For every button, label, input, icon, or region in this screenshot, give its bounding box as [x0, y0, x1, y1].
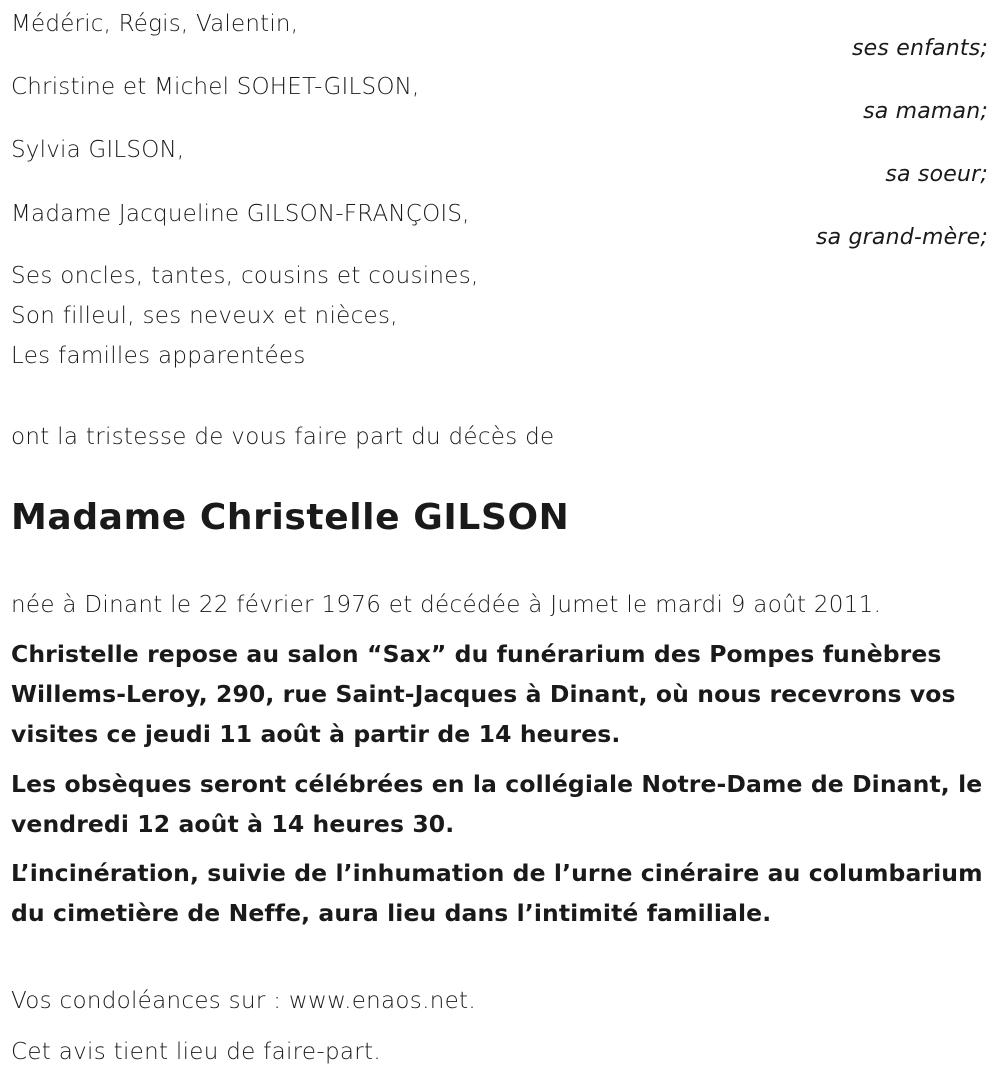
- family-names-mother: Christine et Michel SOHET-GILSON,: [11, 74, 420, 100]
- relatives-line: Son filleul, ses neveux et nièces,: [11, 303, 398, 329]
- relatives-line: Ses oncles, tantes, cousins et cousines,: [11, 263, 479, 289]
- notice-line: Cet avis tient lieu de faire-part.: [11, 1039, 381, 1065]
- family-relation-mother: sa maman;: [863, 99, 988, 124]
- family-relation-grandmother: sa grand-mère;: [815, 225, 988, 250]
- family-names-grandmother: Madame Jacqueline GILSON-FRANÇOIS,: [11, 201, 470, 227]
- family-relation-sister: sa soeur;: [885, 162, 988, 187]
- birth-death-details: née à Dinant le 22 février 1976 et décédée à Jumet le mardi 9 août 2011.: [11, 592, 882, 618]
- visitation-paragraph: Christelle repose au salon “Sax” du funérarium des Pompes funèbres Willems-Leroy, 290, rue Saint-Jacques à Dinant, où nous recevrons vos visites ce jeudi 11 août à partir de 14 heures.: [11, 640, 956, 748]
- relatives-line: Les familles apparentées: [11, 343, 306, 369]
- family-names-children: Médéric, Régis, Valentin,: [11, 11, 299, 37]
- announcement-text: ont la tristesse de vous faire part du décès de: [11, 424, 555, 450]
- family-relation-children: ses enfants;: [851, 36, 988, 61]
- funeral-paragraph: Les obsèques seront célébrées en la collégiale Notre-Dame de Dinant, le vendredi 12 août à 14 heures 30.: [11, 770, 983, 838]
- deceased-name: Madame Christelle GILSON: [11, 497, 570, 538]
- family-names-sister: Sylvia GILSON,: [11, 137, 185, 163]
- cremation-paragraph: L’incinération, suivie de l’inhumation de l’urne cinéraire au columbarium du cimetière de Neffe, aura lieu dans l’intimité familiale.: [11, 859, 983, 927]
- condolences-line: Vos condoléances sur : www.enaos.net.: [11, 988, 476, 1014]
